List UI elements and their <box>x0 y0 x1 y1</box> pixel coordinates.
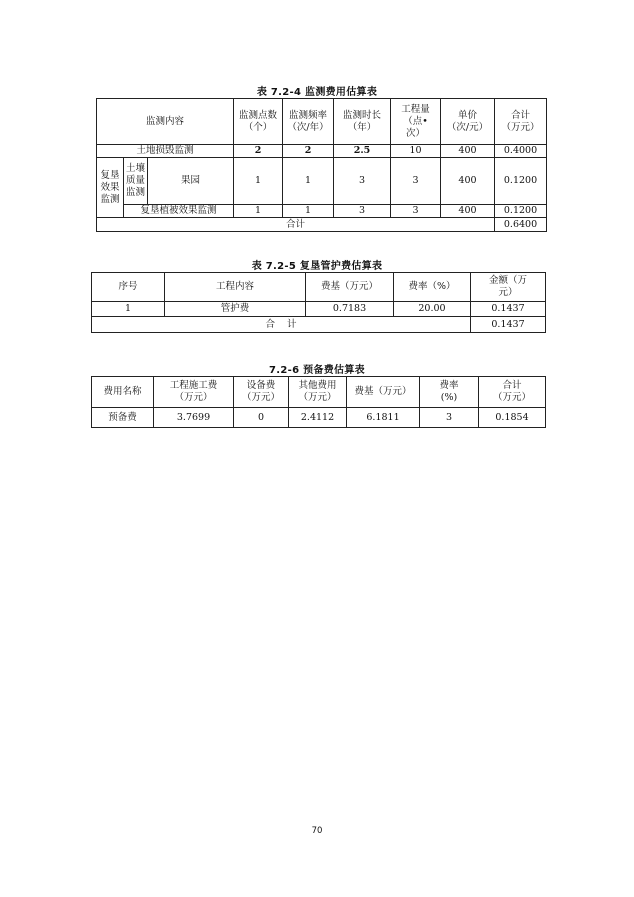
table-cell: 0.1200 <box>495 205 547 218</box>
table-cell: 预备费 <box>92 408 154 428</box>
header-cell: 其他费用 （万元） <box>289 377 347 408</box>
total-value: 0.6400 <box>495 218 547 232</box>
table-cell: 0.1854 <box>479 408 546 428</box>
table-cell: 3 <box>391 158 441 205</box>
table3-caption: 7.2-6 预备费估算表 <box>269 365 365 376</box>
table-row <box>92 302 546 317</box>
header-cell: 费基（万元） <box>347 377 420 408</box>
table-row <box>97 145 547 158</box>
table-cell: 1 <box>92 302 165 317</box>
total-label: 合 计 <box>92 317 471 333</box>
header-cell: 费率（%） <box>394 273 471 302</box>
table-cell: 0.1437 <box>471 302 546 317</box>
table-cell: 2 <box>283 145 334 158</box>
header-cell: 监测内容 <box>97 99 234 145</box>
table-cell: 管护费 <box>165 302 306 317</box>
table-cell: 1 <box>234 158 283 205</box>
table-cell: 3 <box>334 158 391 205</box>
header-cell: 工程量 （点• 次） <box>391 99 441 145</box>
header-cell: 合计 （万元） <box>495 99 547 145</box>
table1-caption: 表 7.2-4 监测费用估算表 <box>256 87 378 98</box>
header-cell: 费基（万元） <box>306 273 394 302</box>
total-label: 合计 <box>97 218 495 232</box>
table-header-row <box>97 99 547 145</box>
monitoring-cost-table <box>96 98 547 232</box>
table-cell: 6.1811 <box>347 408 420 428</box>
maintenance-cost-table <box>91 272 546 333</box>
table-cell: 1 <box>283 205 334 218</box>
table-header-row <box>92 377 546 408</box>
table2-caption: 表 7.2-5 复垦管护费估算表 <box>251 261 383 272</box>
header-cell: 费用名称 <box>92 377 154 408</box>
header-cell: 序号 <box>92 273 165 302</box>
table-cell: 20.00 <box>394 302 471 317</box>
group-label: 复垦 效果 监测 <box>97 158 124 218</box>
header-cell: 单价 （次/元） <box>441 99 495 145</box>
total-value: 0.1437 <box>471 317 546 333</box>
table-cell: 0.7183 <box>306 302 394 317</box>
page-number: 70 <box>311 826 323 836</box>
header-cell: 工程施工费 （万元） <box>154 377 234 408</box>
table-cell: 0 <box>234 408 289 428</box>
row-label: 果园 <box>148 158 234 205</box>
sub-group-label: 土壤 质量 监测 <box>124 158 148 205</box>
row-label: 复垦植被效果监测 <box>124 205 234 218</box>
table-cell: 1 <box>283 158 334 205</box>
header-cell: 监测点数 （个） <box>234 99 283 145</box>
table-cell: 3.7699 <box>154 408 234 428</box>
table-cell: 400 <box>441 205 495 218</box>
table-cell: 1 <box>234 205 283 218</box>
table-header-row <box>92 273 546 302</box>
header-cell: 监测频率 （次/年） <box>283 99 334 145</box>
header-cell: 费率 (%) <box>420 377 479 408</box>
header-cell: 设备费 （万元） <box>234 377 289 408</box>
row-label: 土地损毁监测 <box>97 145 234 158</box>
table-cell: 2.4112 <box>289 408 347 428</box>
table-cell: 400 <box>441 145 495 158</box>
table-cell: 2 <box>234 145 283 158</box>
table-cell: 3 <box>420 408 479 428</box>
table-cell: 0.1200 <box>495 158 547 205</box>
table-cell: 0.4000 <box>495 145 547 158</box>
reserve-cost-table <box>91 376 546 428</box>
total-row <box>92 317 546 333</box>
table-cell: 3 <box>391 205 441 218</box>
table-row <box>97 158 547 205</box>
table-cell: 400 <box>441 158 495 205</box>
table-cell: 2.5 <box>334 145 391 158</box>
table-row <box>92 408 546 428</box>
header-cell: 监测时长 （年） <box>334 99 391 145</box>
total-row <box>97 218 547 232</box>
header-cell: 合计 （万元） <box>479 377 546 408</box>
table-cell: 10 <box>391 145 441 158</box>
table-cell: 3 <box>334 205 391 218</box>
header-cell: 工程内容 <box>165 273 306 302</box>
table-row <box>97 205 547 218</box>
header-cell: 金额（万 元） <box>471 273 546 302</box>
